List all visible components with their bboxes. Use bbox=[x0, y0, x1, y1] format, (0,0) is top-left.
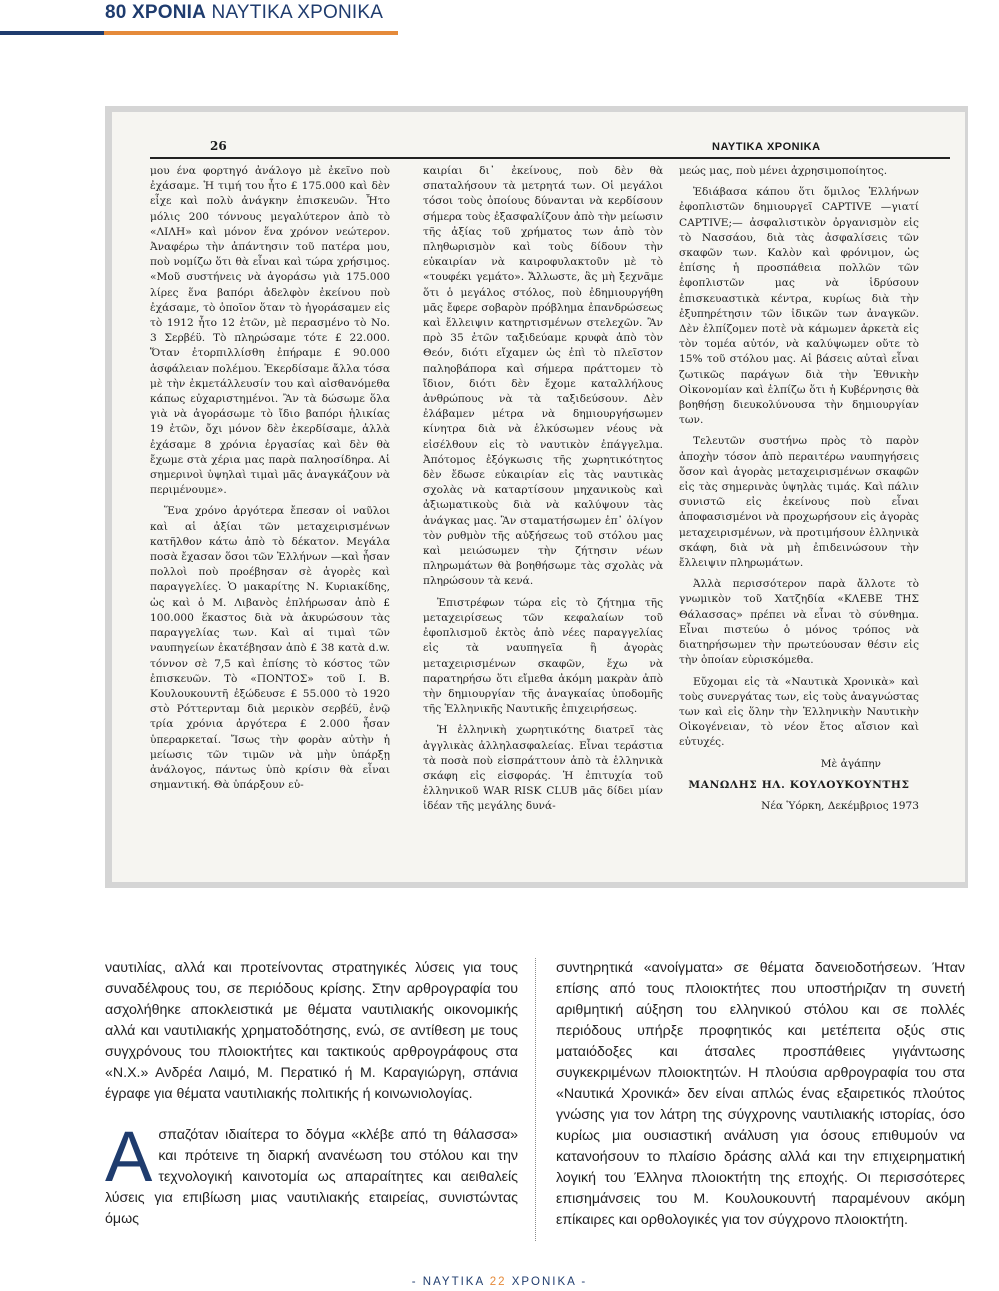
scan-page-number: 26 bbox=[210, 139, 227, 153]
scan-paragraph: Εὔχομαι εἰς τὰ «Ναυτικὰ Χρονικὰ» καὶ τοὺς συνεργάτας των, εἰς τοὺς ἀναγνώστας των καὶ εἰς ὅλην τὴν Ἑλληνικὴν Ναυτικὴν Οἰκογένειαν, τὸ νέον ἔτος αἴσιον καὶ εὐτυχές. bbox=[679, 675, 919, 749]
scanned-page-image bbox=[105, 106, 968, 888]
signature-greeting: Μὲ ἀγάπην bbox=[820, 757, 881, 770]
scan-paragraph: Ἀλλὰ περισσότερον παρὰ ἄλλοτε τὸ γνωμικὸν τοῦ Χατζηδία «ΚΛΕΒΕ ΤΗΣ Θάλασσας» πρέπει νὰ εἶναι τὸ σύνθημα. Εἶναι πιστεύω ὁ μόνος τρόπος νὰ διατηρήσωμεν τὴν πρωτεύουσαν θέσιν εἰς τὴν ὁποίαν εὑρισκόμεθα. bbox=[679, 578, 919, 667]
scan-paragraph: Τελευτῶν συστήνω πρὸς τὸ παρὸν ἀποχὴν τόσον ἀπὸ περαιτέρω ναυπηγήσεις ὅσον καὶ ἀγορὰς μεταχειρισμένων σκαφῶν εἰς τὰς σημερινὰς ὑψηλὰς τιμάς. Καὶ πάλιν συνιστῶ εἰς ἐκείνους ποὺ εἶναι ἀποφασισμένοι νὰ προχωρήσουν εἰς ἀγορὰς μεταχειρισμένων, νὰ προτιμήσουν ἑλληνικὰ σκάφη, διὰ νὰ μὴ ἐπιδεινώσουν τὴν ἔλλειψιν πληρωμάτων. bbox=[679, 435, 919, 570]
page-footer bbox=[0, 1276, 999, 1288]
header-bar-blue bbox=[0, 31, 104, 35]
scan-paragraph: μου ένα φορτηγό ἀνάλογο μὲ ἐκεῖνο ποὺ ἐχάσαμε. Ἡ τιμή του ἦτο £ 175.000 καὶ δὲν εἶχε καὶ πολὺ ἀνάγκην ἐπισκευῶν. Ἦτο μόλις 200 τόννους μεγαλύτερον ἀπὸ τὸ «ΛΙΛΗ» καὶ μόνον ἕνα χρόνον νεώτερον. Ἀναφέρω τὴν ἀπάντησιν τοῦ πατέρα μου, ποὺ νομίζω ὅτι θὰ εἶναι καὶ τώρα χρήσιμος. «Μοῦ συστήνεις νὰ ἀγοράσω γιὰ 175.000 λίρες ἕνα βαπόρι ἀδελφὸν ἐκείνου ποὺ ἐχάσαμε, τὸ ὁποῖον ὅταν τὸ ἠγοράσαμεν εἰς τὸ 1912 ἦτο 12 ἐτῶν, μὲ περασμένο τὸ Νο. 3 Σερβέϋ. Τὸ πληρώσαμε τότε £ 22.000. Ὅταν ἐτορπιλλίσθη ἐπήραμε £ 90.000 ἀσφάλειαν πολέμου. Ἐκερδίσαμε ἄλλα τόσα μὲ τὴν ἐκμετάλλευσίν του καὶ αἰσθανόμεθα κάπως εὐχαριστημένοι. Ἂν τὰ δώσωμε ὅλα γιὰ νὰ ἀγοράσωμε τὸ ἴδιο βαπόρι ἡλικίας 19 ἐτῶν, ὄχι μόνον δὲν ἐκερδίσαμε, ἀλλὰ ἐχάσαμε 8 χρόνια ἐργασίας καὶ δὲν θὰ ἔχωμε στὰ χέρια μας παρὰ παληοσίδηρα. Αἱ σημερινοὶ ὑψηλαὶ τιμαὶ μᾶς ἀναγκάζουν νὰ περιμένουμε». bbox=[150, 165, 391, 497]
article-column-left bbox=[105, 958, 518, 1230]
signature-name: ΜΑΝΩΛΗΣ ΗΛ. ΚΟΥΛΟΥΚΟΥΝΤΗΣ bbox=[688, 778, 910, 791]
scan-paragraph: μεώς μας, ποὺ μένει ἀχρησιμοποίητος. bbox=[679, 165, 888, 177]
scan-journal-title: ΝΑΥΤΙΚΑ ΧΡΟΝΙΚΑ bbox=[712, 141, 821, 153]
scan-paragraph: καιρίαι δι᾽ ἐκείνους, ποὺ δὲν θὰ σπαταλήσουν τὰ μετρητά των. Οἱ μεγάλοι τόσοι τοὺς ὁποίους δύνανται νὰ κερδίσουν σήμερα τοὺς ἐξασφαλίζουν ἀπὸ τὴν μείωσιν τῆς ἀξίας τοῦ χρήματος των ἀπὸ τὸν πληθωρισμὸν καὶ τοὺς δίδουν τὴν εὐκαιρίαν νὰ καιροφυλακτοῦν μὲ τὸ «τουφέκι γεμάτο». Ἄλλωστε, ἂς μὴ ξεχνᾶμε ὅτι ὁ μεγάλος στόλος, ποὺ ἐδημιουργήθη μᾶς ἔφερε σοβαρὸν πρόβλημα ἐπανδρώσεως καὶ ἔλλειψιν κατηρτισμένων στελεχῶν. Ἂν πρὸ 35 ἐτῶν ταξιδεύαμε κρυφὰ ἀπὸ τὸν Θεόν, διότι εἴχαμεν ὡς ἐπὶ τὸ πλεῖστον παληοβάπορα καὶ σήμερα πράττομεν τὸ ἴδιον, διότι δὲν ἔχομε καταλλήλους ἀνθρώπους νὰ τὰ ταξιδεύσουν. Δὲν ἐλάβαμεν μέτρα νὰ δημιουργήσωμεν κίνητρα διὰ νὰ ἑλκύσωμεν νέους νὰ εἰσέλθουν εἰς τὸ ναυτικὸν ἐπάγγελμα. Ἀπότομος ἐξόγκωσις τῆς χωρητικότητος δὲν ἔδωσε εὐκαιρίαν εἰς τὰς ναυτικὰς σχολὰς νὰ καταρτίσουν μηχανικοὺς καὶ ἀξιωματικοὺς διὰ νὰ καλύψουν τὰς ἀνάγκας μας. Ἂν σταματήσωμεν ἐπ᾽ ὀλίγον τὸν ρυθμὸν τῆς αὐξήσεως τοῦ στόλου μας καὶ μειώσωμεν τὴν ζήτησιν νέων πληρωμάτων θὰ βοηθήσωμε τὰς σχολὰς νὰ πληρώσουν τὰ κενά. bbox=[423, 165, 663, 588]
scan-paragraph: Ἐδιάβασα κάπου ὅτι ὅμιλος Ἑλλήνων ἐφοπλιστῶν δημιουργεῖ CAPTIVE —γιατί CAPTIVE;— ἀσφαλιστικὸν ὀργανισμὸν εἰς τὸ Νασσάου, διὰ τὰς ἀσφαλίσεις τῶν σκαφῶν των. Καλὸν καὶ φρόνιμον, ὡς ἐπίσης ἡ προσπάθεια πολλῶν τῶν ἐφοπλιστῶν μας νὰ ἱδρύσουν ἐπισκευαστικὰ κέντρα, κυρίως διὰ τὴν ἐξυπηρέτησιν τῶν ἰδικῶν των ἀναγκῶν. Δὲν ἐλπίζομεν ποτὲ νὰ κάμωμεν ἀρκετὰ εἰς τὸν τομέα αὐτόν, νὰ καλύψωμεν οὔτε τὸ 15% τοῦ στόλου μας. Αἱ βάσεις αὐταὶ εἶναι ζωτικῶς παράγων διὰ τὴν Ἐθνικὴν Οἰκονομίαν καὶ ἐλπίζω ὅτι ἡ Κυβέρνησις θὰ βοηθήσῃ διευκολύνουσα τὴν δημιουργίαν των. bbox=[679, 186, 919, 427]
scan-column-1 bbox=[150, 164, 390, 799]
footer-page-number: 22 bbox=[489, 1276, 507, 1288]
footer-left: - ΝΑΥΤΙΚΑ bbox=[411, 1276, 485, 1288]
column-divider bbox=[535, 958, 536, 1241]
footer-right: ΧΡΟΝΙΚΑ - bbox=[511, 1276, 588, 1288]
header-title-text: ΝΑΥΤΙΚΑ ΧΡΟΝΙΚΑ bbox=[211, 2, 384, 23]
scan-header-rule bbox=[150, 157, 950, 159]
drop-cap: Α bbox=[105, 1118, 153, 1197]
scan-column-3 bbox=[679, 164, 919, 820]
signature-place-date: Νέα Ὑόρκη, Δεκέμβριος 1973 bbox=[761, 799, 919, 812]
paragraph-gap bbox=[105, 1105, 518, 1125]
header-title bbox=[105, 2, 383, 24]
scan-column-2 bbox=[423, 164, 663, 821]
scanned-paper bbox=[112, 112, 965, 882]
article-paragraph-dropcap bbox=[105, 1118, 518, 1230]
article-column-right bbox=[556, 958, 965, 1231]
scan-paragraph: Ἕνα χρόνο ἀργότερα ἔπεσαν οἱ ναῦλοι καὶ αἱ ἀξίαι τῶν μεταχειρισμένων κατῆλθον κάτω ἀπὸ τὸ δέκατον. Μεγάλα ποσὰ ἔχασαν ὅσοι τῶν Ἑλλήνων —καὶ ἦσαν πολλοὶ ποὺ προέβησαν σὲ ἀγορὲς καὶ παραγγελίες. Ὁ μακαρίτης Ν. Κυριακίδης, ὡς καὶ ὁ Μ. Λιβανὸς ἐπλήρωσαν ἀπὸ £ 100.000 ἕκαστος διὰ νὰ ἀκυρώσουν τὰς παραγγελίας των. Καὶ αἱ τιμαὶ τῶν ναυπηγείων ἐκατέβησαν ἀπὸ £ 38 κατὰ d.w. τόννον σὲ 7,5 καὶ ἐπίσης τὸ κόστος τῶν ἐπισκευῶν. Τὸ «ΠΟΝΤΟΣ» τοῦ Ι. Β. Κουλουκουντῆ ἐξώδευσε £ 55.000 τὸ 1920 στὸ Ρόττερνταμ διὰ μερικὸν σερβέϋ, ἐνῷ τρία χρόνια ἀργότερα £ 2.000 ἦσαν ὑπεραρκεταί. Ἴσως τὴν φορὰν αὐτὴν ἡ μείωσις τῶν τιμῶν νὰ μὴν ὑπάρξῃ ἀνάλογος, πάντως ὑπὸ κρίσιν θὰ εἶναι σημαντική. Θὰ ὑπάρξουν εὐ- bbox=[150, 505, 390, 792]
article-paragraph: συντηρητικά «ανοίγματα» σε θέματα δανειοδοτήσεων. Ήταν επίσης από τους πλοιοκτήτες που υποστήριζαν τη συνετή αριθμητική αύξηση του ελληνικού στόλου και σε πολλές περιόδους υπήρξε προφητικός και μετέπειτα οξύς στις ματαιόδοξες και άτσαλες προσπάθειες γιγάντωσης συγκεκριμένων πλοιοκτητών. Η πλούσια αρθρογραφία του στα «Ναυτικά Χρονικά» δεν είναι απλώς ένας εξαιρετικός πλούτος γνώσης για τον λάτρη της σύγχρονης ναυτιλιακής ιστορίας, όσο κυρίως μια ουσιαστική ανάλυση για όσους επιθυμούν να κατανοήσουν το πλαίσιο δράσης αλλά και την επιχειρηματική λογική του Έλληνα πλοιοκτήτη της εποχής. Οι περισσότερες επισημάνσεις του Μ. Κουλουκουντή παραμένουν ακόμη επίκαιρες και ορθολογικές για τον σύγχρονο πλοιοκτήτη. bbox=[556, 960, 965, 1228]
article-paragraph: ναυτιλίας, αλλά και προτείνοντας στρατηγικές λύσεις για τους συναδέλφους του, σε περιόδους κρίσης. Στην αρθρογραφία του ασχολήθηκε αποκλειστικά με θέματα ναυτιλιακής οικονομικής αλλά και ναυτιλιακής χρηματοδότησης, ενώ, σε αντίθεση με τους συγχρόνους του πλοιοκτήτες και τακτικούς αρθρογράφους στα «Ν.Χ.» Ανδρέα Λαιμό, Μ. Περατικό ή Μ. Καραγιώργη, σπάνια έγραφε για θέματα ναυτιλιακής πολιτικής ή κοινωνιολογίας. bbox=[105, 960, 518, 1102]
scan-paragraph: Ἡ ἑλληνικὴ χωρητικότης διατρεῖ τὰς ἀγγλικὰς ἀλληλασφαλείας. Εἶναι τεράστια τὰ ποσὰ ποὺ εἰσπράττουν ἀπὸ τὰ ἑλληνικὰ σκάφη εἰς εἰσφοράς. Ἡ ἐπιτυχία τοῦ ἑλληνικοῦ WAR RISK CLUB μᾶς δίδει μίαν ἰδέαν τῆς μεγάλης δυνά- bbox=[423, 724, 663, 813]
scan-paragraph: Ἐπιστρέφων τώρα εἰς τὸ ζήτημα τῆς μεταχειρίσεως τῶν κεφαλαίων τοῦ ἐφοπλισμοῦ ἐκτὸς ἀπὸ νέες παραγγελίας εἰς τὰ ναυπηγεῖα ἢ ἀγορὰς μεταχειρισμένων σκαφῶν, ἔχω νὰ παρατηρήσω ὅτι εἴμεθα ἀκόμη μακρὰν ἀπὸ τὴν δημιουργίαν τῆς ἀναγκαίας ὑποδομῆς τῆς Ἑλληνικῆς Ναυτικῆς ἐπιχειρήσεως. bbox=[423, 596, 663, 716]
header-title-bold: 80 ΧΡΟΝΙΑ bbox=[105, 2, 207, 23]
article-paragraph-text: σπαζόταν ιδιαίτερα το δόγμα «κλέβε από τη θάλασσα» και πρότεινε τη διαρκή ανανέωση του στόλου και την τεχνολογική καινοτομία ως απαραίτητες και αειθαλείς λύσεις για επιβίωση μιας ναυτιλιακής εταιρείας, συνιστώντας όμως bbox=[105, 1127, 518, 1227]
header-bar-orange bbox=[104, 31, 398, 35]
